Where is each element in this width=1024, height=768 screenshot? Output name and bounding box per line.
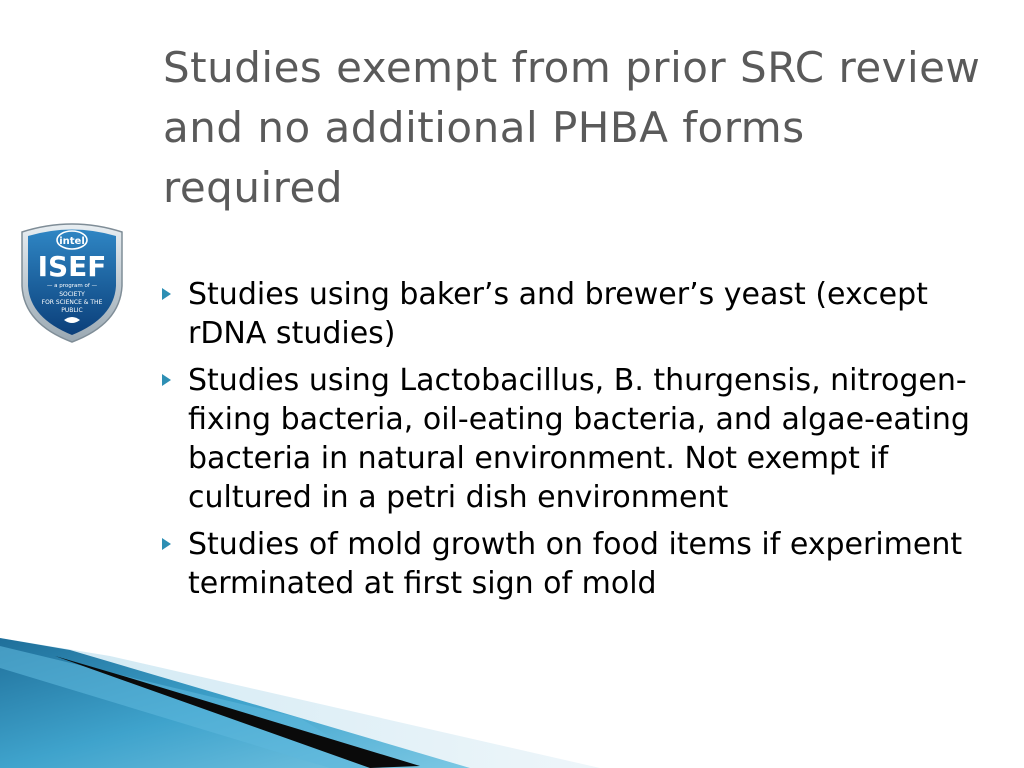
- slide-title: Studies exempt from prior SRC review and no additional PHBA forms required: [163, 43, 981, 212]
- bullet-text: Studies of mold growth on food items if experiment terminated at first sign of mold: [188, 527, 963, 601]
- triangle-bullet-icon: [162, 374, 171, 386]
- bullet-text: Studies using baker’s and brewer’s yeast (except rDNA studies): [188, 277, 928, 351]
- logo-tagline: — a program of —: [46, 283, 98, 289]
- logo-org-line1: SOCIETY: [59, 291, 85, 298]
- triangle-bullet-icon: [162, 288, 171, 300]
- list-item: [160, 361, 990, 517]
- intel-isef-shield-icon: [16, 214, 128, 344]
- logo-org-line2: FOR SCIENCE & THE: [41, 299, 103, 306]
- logo-brand: intel: [59, 236, 85, 247]
- logo-org-line3: PUBLIC: [61, 307, 83, 314]
- bullet-list: [160, 275, 990, 611]
- isef-logo: [16, 214, 128, 344]
- triangle-bullet-icon: [162, 538, 171, 550]
- list-item: [160, 525, 990, 603]
- list-item: [160, 275, 990, 353]
- logo-name: ISEF: [37, 250, 107, 283]
- bullet-text: Studies using Lactobacillus, B. thurgensis, nitrogen-fixing bacteria, oil-eating bacteria, and algae-eating bacteria in natural environment. Not exempt if cultured in a petri dish environment: [188, 363, 970, 515]
- corner-decoration: [0, 638, 1024, 768]
